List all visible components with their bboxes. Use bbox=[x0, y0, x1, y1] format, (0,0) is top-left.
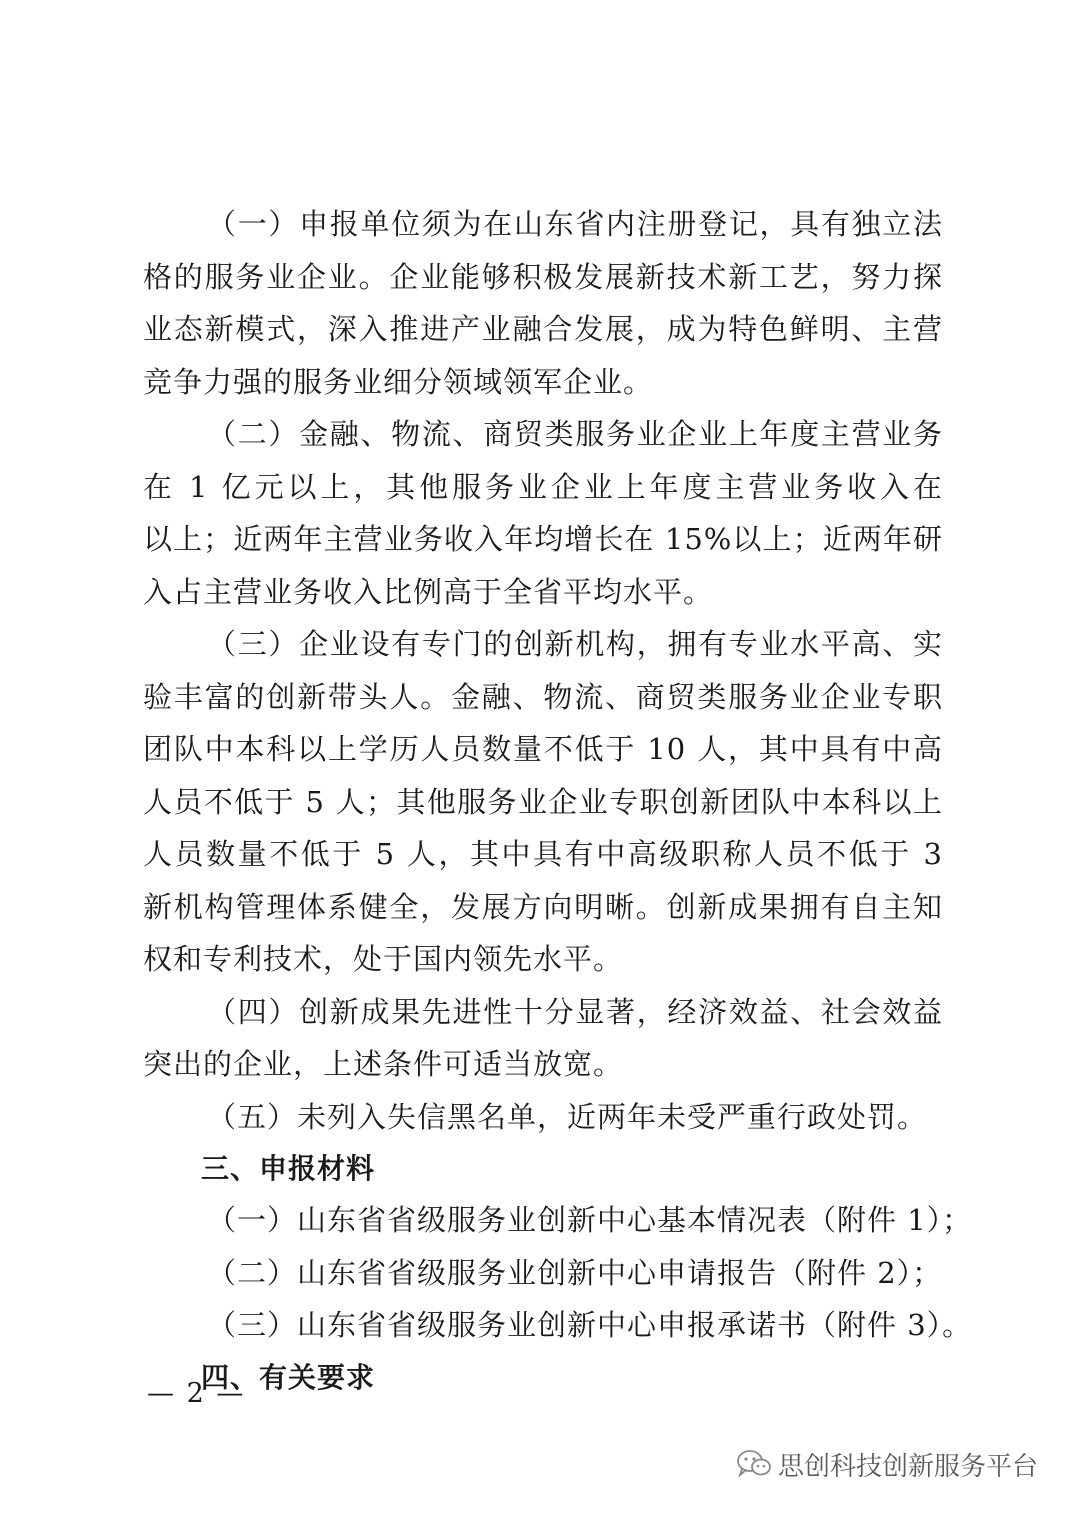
paragraph-line: （五）未列入失信黑名单，近两年未受严重行政处罚。 bbox=[207, 1099, 928, 1134]
document-body bbox=[143, 198, 973, 1403]
section-heading: 四、有关要求 bbox=[201, 1360, 376, 1394]
page-number: — 2 — bbox=[147, 1378, 246, 1409]
wechat-watermark bbox=[736, 1444, 1038, 1484]
paragraph-line: （三）企业设有专门的创新机构，拥有专业水平高、实 bbox=[207, 627, 943, 661]
list-item: （三）山东省省级服务业创新中心申报承诺书（附件 3）。 bbox=[207, 1308, 973, 1342]
paragraph-line: 以上；近两年主营业务收入年均增长在 15%以上；近两年研 bbox=[143, 522, 943, 556]
paragraph-line: 入占主营业务收入比例高于全省平均水平。 bbox=[143, 574, 714, 609]
paragraph-line: 在 1 亿元以上，其他服务业企业上年度主营业务收入在 bbox=[143, 469, 943, 504]
paragraph-line: 验丰富的创新带头人。金融、物流、商贸类服务业企业专职 bbox=[143, 679, 943, 714]
wechat-icon bbox=[736, 1449, 772, 1479]
paragraph-line: 人员数量不低于 5 人，其中具有中高级职称人员不低于 3 bbox=[143, 837, 943, 871]
paragraph-line: 格的服务业企业。企业能够积极发展新技术新工艺，努力探 bbox=[143, 259, 943, 294]
paragraph-line: 权和专利技术，处于国内领先水平。 bbox=[143, 942, 624, 976]
paragraph-line: 竞争力强的服务业细分领域领军企业。 bbox=[143, 364, 654, 399]
list-item: （二）山东省省级服务业创新中心申请报告（附件 2）； bbox=[207, 1255, 943, 1290]
paragraph-line: （四）创新成果先进性十分显著，经济效益、社会效益 bbox=[207, 994, 943, 1029]
paragraph-line: （一）申报单位须为在山东省内注册登记，具有独立法 bbox=[207, 207, 943, 241]
paragraph-line: 突出的企业，上述条件可适当放宽。 bbox=[143, 1047, 624, 1081]
paragraph-line: 新机构管理体系健全，发展方向明晰。创新成果拥有自主知 bbox=[143, 889, 943, 924]
list-item: （一）山东省省级服务业创新中心基本情况表（附件 1）； bbox=[207, 1203, 973, 1237]
section-heading: 三、申报材料 bbox=[201, 1152, 376, 1185]
paragraph-line: （二）金融、物流、商贸类服务业企业上年度主营业务 bbox=[207, 417, 943, 451]
paragraph-line: 人员不低于 5 人；其他服务业企业专职创新团队中本科以上 bbox=[143, 784, 943, 819]
paragraph-line: 业态新模式，深入推进产业融合发展，成为特色鲜明、主营 bbox=[143, 312, 943, 346]
watermark-text: 思创科技创新服务平台 bbox=[778, 1451, 1039, 1482]
paragraph-line: 团队中本科以上学历人员数量不低于 10 人，其中具有中高 bbox=[143, 732, 943, 766]
